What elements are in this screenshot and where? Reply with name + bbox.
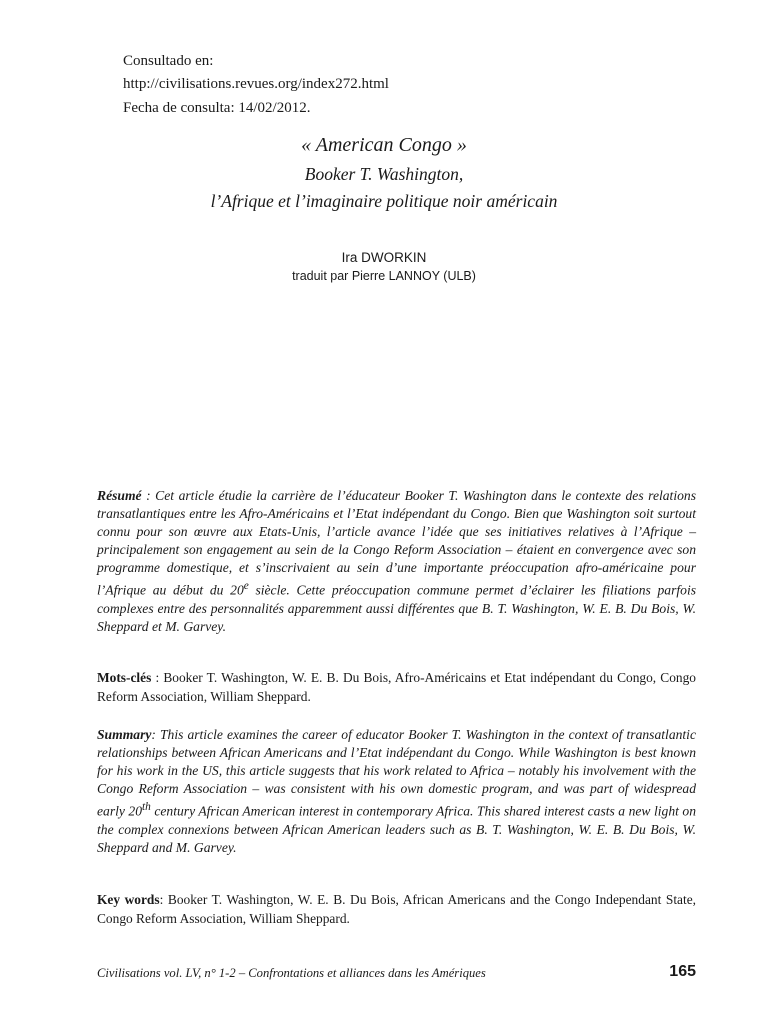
author-name: Ira DWORKIN [341, 250, 427, 265]
resume-paragraph [97, 487, 696, 636]
summary-text-end: century African American interest in contemporary Africa. This shared interest casts a new light on the complex connexions between African American leaders such as B. T. Washington, W. E. B. Du Bois, W. Sheppard and M. Garvey. [97, 803, 696, 856]
mots-cles-paragraph [97, 668, 696, 706]
key-words-label: Key words [97, 892, 160, 907]
article-subtitle-2: l’Afrique et l’imaginaire politique noir américain [210, 191, 558, 211]
resume-label: Résumé [97, 488, 142, 503]
summary-text: : This article examines the career of educator Booker T. Washington in the context of transatlantic relationships between African Americans and l’Etat indépendant du Congo. While Washington is best known for his work in the US, this article suggests that his work related to Africa – notably his involvement with the Congo Reform Association – was consistent with his own domestic program, and was part of widespread early 20 [97, 727, 696, 819]
summary-superscript: th [142, 801, 151, 814]
consultation-date: Fecha de consulta: 14/02/2012. [123, 100, 311, 116]
key-words-paragraph [97, 890, 696, 928]
article-subtitle-1: Booker T. Washington, [304, 164, 464, 184]
mots-cles-label: Mots-clés [97, 670, 152, 685]
source-url: http://civilisations.revues.org/index272.html [123, 76, 389, 92]
resume-superscript: e [243, 580, 249, 593]
journal-reference: Civilisations vol. LV, n° 1-2 – Confrontations et alliances dans les Amériques [97, 966, 486, 980]
mots-cles-text: : Booker T. Washington, W. E. B. Du Bois, Afro-Américains et Etat indépendant du Congo, Congo Reform Association, William Sheppard. [97, 670, 696, 704]
translator-credit: traduit par Pierre LANNOY (ULB) [292, 269, 476, 283]
key-words-text: : Booker T. Washington, W. E. B. Du Bois, African Americans and the Congo Independant State, Congo Reform Association, William Sheppard. [97, 892, 696, 926]
resume-text: : Cet article étudie la carrière de l’éducateur Booker T. Washington dans le contexte des relations transatlantiques entre les Afro-Américains et l’Etat indépendant du Congo. Bien que Washington soit surtout connu pour son œuvre aux Etats-Unis, l’article avance l’idée que ses initiatives relatives à l’Afrique – principalement son engagement au sein de la Congo Reform Association – étaient en convergence avec son programme domestique, et s’inscrivaient au sein d’une importante préoccupation afro-américaine pour l’Afrique au début du 20 [97, 488, 696, 598]
page-number: 165 [669, 963, 696, 980]
summary-label: Summary [97, 727, 152, 742]
summary-paragraph [97, 726, 696, 857]
resume-text-end: siècle. Cette préoccupation commune permet d’éclairer les filiations parfois complexes entre des personnalités apparemment aussi différentes que B. T. Washington, W. E. B. Du Bois, W. Sheppard et M. Garvey. [97, 583, 697, 635]
consulted-label: Consultado en: [123, 53, 214, 69]
article-title: « American Congo » [301, 134, 467, 156]
